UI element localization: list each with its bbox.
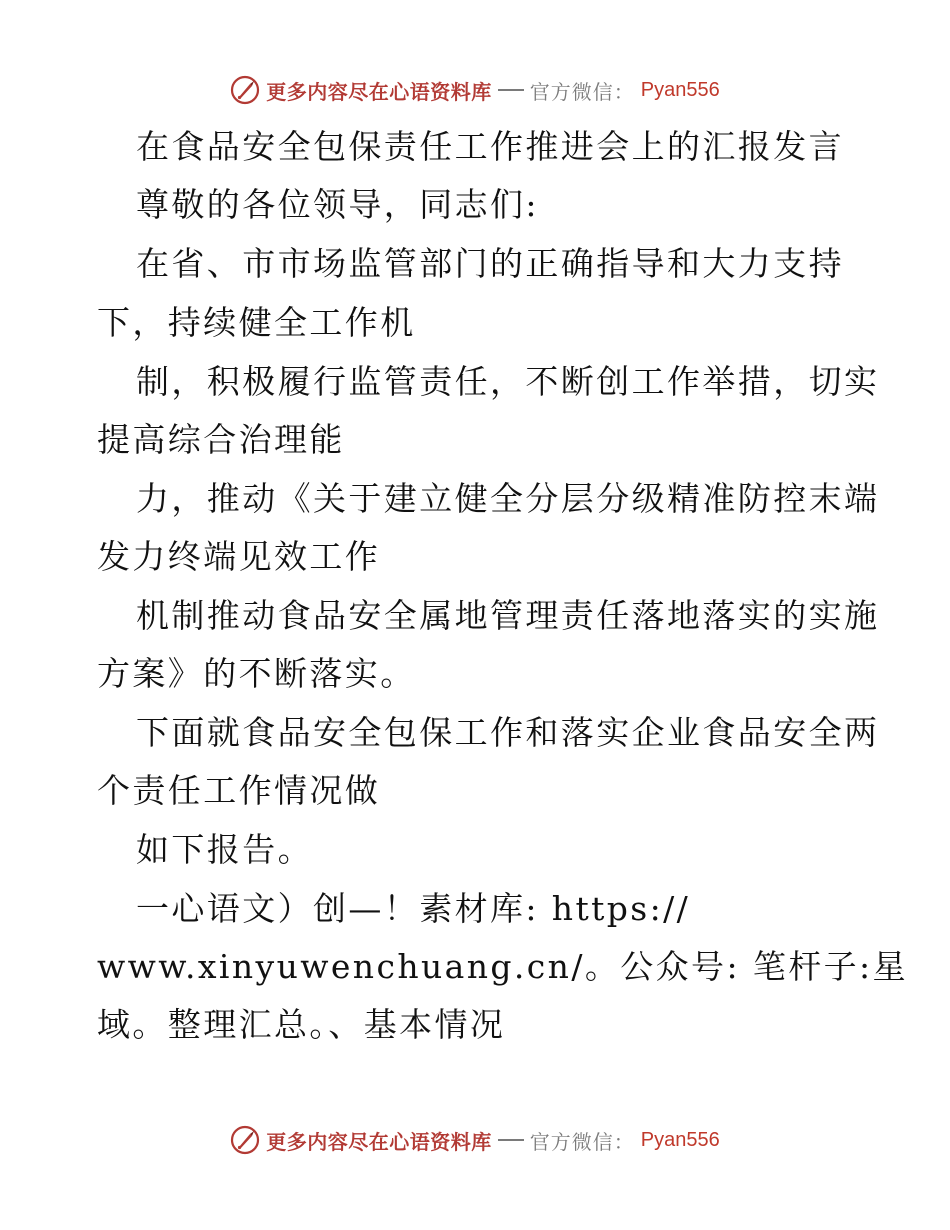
paragraph-line: 方案》的不断落实。 <box>97 654 416 693</box>
quill-logo-icon <box>230 75 260 105</box>
paragraph-line: 下，持续健全工作机 <box>97 303 416 342</box>
banner-separator <box>498 1139 524 1141</box>
banner-wechat-id: Pyan556 <box>640 78 720 101</box>
document-title: 在食品安全包保责任工作推进会上的汇报发言 <box>136 127 844 166</box>
banner-tagline: 更多内容尽在心语资料库 <box>266 79 492 104</box>
paragraph-line: 力，推动《关于建立健全分层分级精准防控末端 <box>136 479 880 518</box>
banner-separator <box>498 89 524 91</box>
paragraph-line: 在省、市市场监管部门的正确指导和大力支持 <box>136 244 844 283</box>
paragraph-line: 制，积极履行监管责任，不断创工作举措，切实 <box>136 362 880 401</box>
paragraph-line: 发力终端见效工作 <box>97 537 381 576</box>
banner-tagline: 更多内容尽在心语资料库 <box>266 1129 492 1154</box>
paragraph-line: 下面就食品安全包保工作和落实企业食品安全两 <box>136 713 880 752</box>
paragraph-line: 如下报告。 <box>136 830 313 869</box>
banner-wechat-label: 官方微信： <box>529 79 635 104</box>
paragraph-line: 提高综合治理能 <box>97 420 345 459</box>
salutation: 尊敬的各位领导，同志们: <box>136 185 539 224</box>
footer-banner <box>0 1123 950 1157</box>
paragraph-line: 一心语文）创—！素材库: https:// <box>136 889 691 928</box>
paragraph-line: 机制推动食品安全属地管理责任落地落实的实施 <box>136 596 880 635</box>
quill-logo-icon <box>230 1125 260 1155</box>
paragraph-line: www.xinyuwenchuang.cn/。公众号: 笔杆子:星 <box>97 947 908 986</box>
banner-wechat-id: Pyan556 <box>640 1128 720 1151</box>
header-banner <box>0 73 950 107</box>
section-heading-line: 域。整理汇总。、基本情况 <box>97 1005 506 1044</box>
banner-wechat-label: 官方微信： <box>529 1129 635 1154</box>
paragraph-line: 个责任工作情况做 <box>97 771 381 810</box>
